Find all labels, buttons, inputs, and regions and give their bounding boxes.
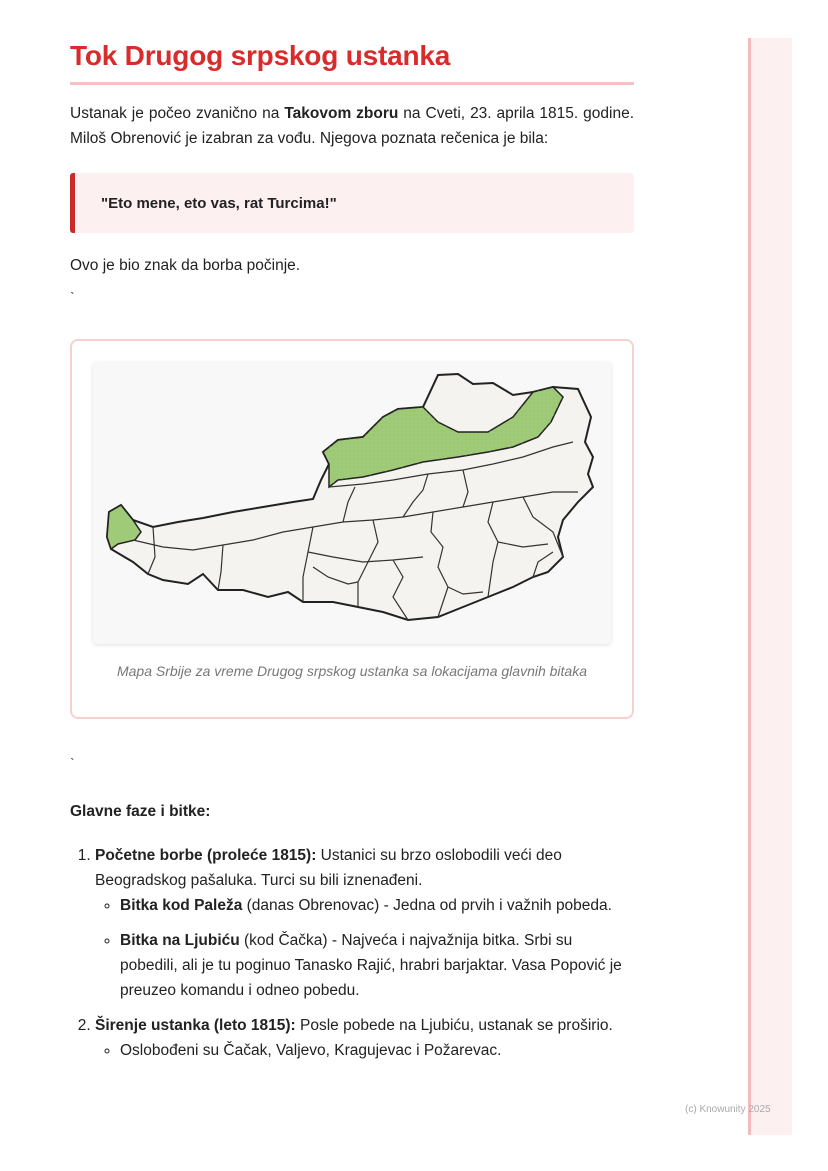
- phases-list: [70, 843, 634, 1063]
- intro-paragraph: [70, 101, 634, 151]
- map-image: [93, 362, 611, 644]
- phase-title: Početne borbe (proleće 1815):: [95, 847, 317, 864]
- page-title: Tok Drugog srpskog ustanka: [70, 40, 634, 85]
- figure-caption: Mapa Srbije za vreme Drugog srpskog ustanka sa lokacijama glavnih bitaka: [116, 663, 587, 679]
- battle-text: (danas Obrenovac) - Jedna od prvih i važnih pobeda.: [242, 897, 612, 914]
- document-content: [70, 40, 634, 1073]
- intro-text-1: Ustanak je počeo zvanično na: [70, 105, 285, 122]
- tick-mark: `: [70, 289, 75, 305]
- phase-item: [95, 1013, 634, 1063]
- battle-text: (kod Čačka) - Najveća i najvažnija bitka. Srbi su pobedili, ali je tu poginuo Tanasko Rajić, hrabri barjaktar. Vasa Popović je preuzeo komandu i odneo pobedu.: [120, 932, 622, 999]
- liberated-list: [95, 1038, 634, 1063]
- signal-paragraph: Ovo je bio znak da borba počinje.: [70, 257, 301, 274]
- intro-text-2: na Cveti, 23. aprila 1815. godine. Miloš Obrenović je izabran za vođu. Njegova poznata rečenica je bila:: [70, 105, 635, 147]
- phase-title: Širenje ustanka (leto 1815):: [95, 1017, 296, 1034]
- map-illustration: [93, 362, 611, 644]
- phase-item: [95, 843, 634, 1003]
- liberated-text: Oslobođeni su Čačak, Valjevo, Kragujevac i Požarevac.: [120, 1042, 502, 1059]
- quote-block: [70, 173, 634, 233]
- battle-item: [120, 893, 634, 918]
- phase-text: Posle pobede na Ljubiću, ustanak se proširio.: [295, 1017, 613, 1034]
- intro-bold-text: Takovom zboru: [284, 105, 399, 122]
- battle-item: [120, 928, 634, 1003]
- sidebar-panel: [748, 38, 792, 1135]
- quote-text: "Eto mene, eto vas, rat Turcima!": [101, 194, 337, 212]
- battle-name: Bitka kod Paleža: [120, 897, 243, 914]
- phase-text: Ustanici su brzo oslobodili veći deo Beogradskog pašaluka. Turci su bili iznenađeni.: [95, 847, 562, 889]
- footer-copyright: (c) Knowunity 2025: [685, 1104, 771, 1115]
- tick-mark-2: `: [70, 755, 75, 771]
- sidebar-divider: [748, 38, 751, 1135]
- phases-heading: Glavne faze i bitke:: [70, 803, 211, 820]
- battle-name: Bitka na Ljubiću: [120, 932, 240, 949]
- liberated-item: [120, 1038, 634, 1063]
- map-figure: [70, 339, 634, 719]
- battle-list: [95, 893, 634, 1003]
